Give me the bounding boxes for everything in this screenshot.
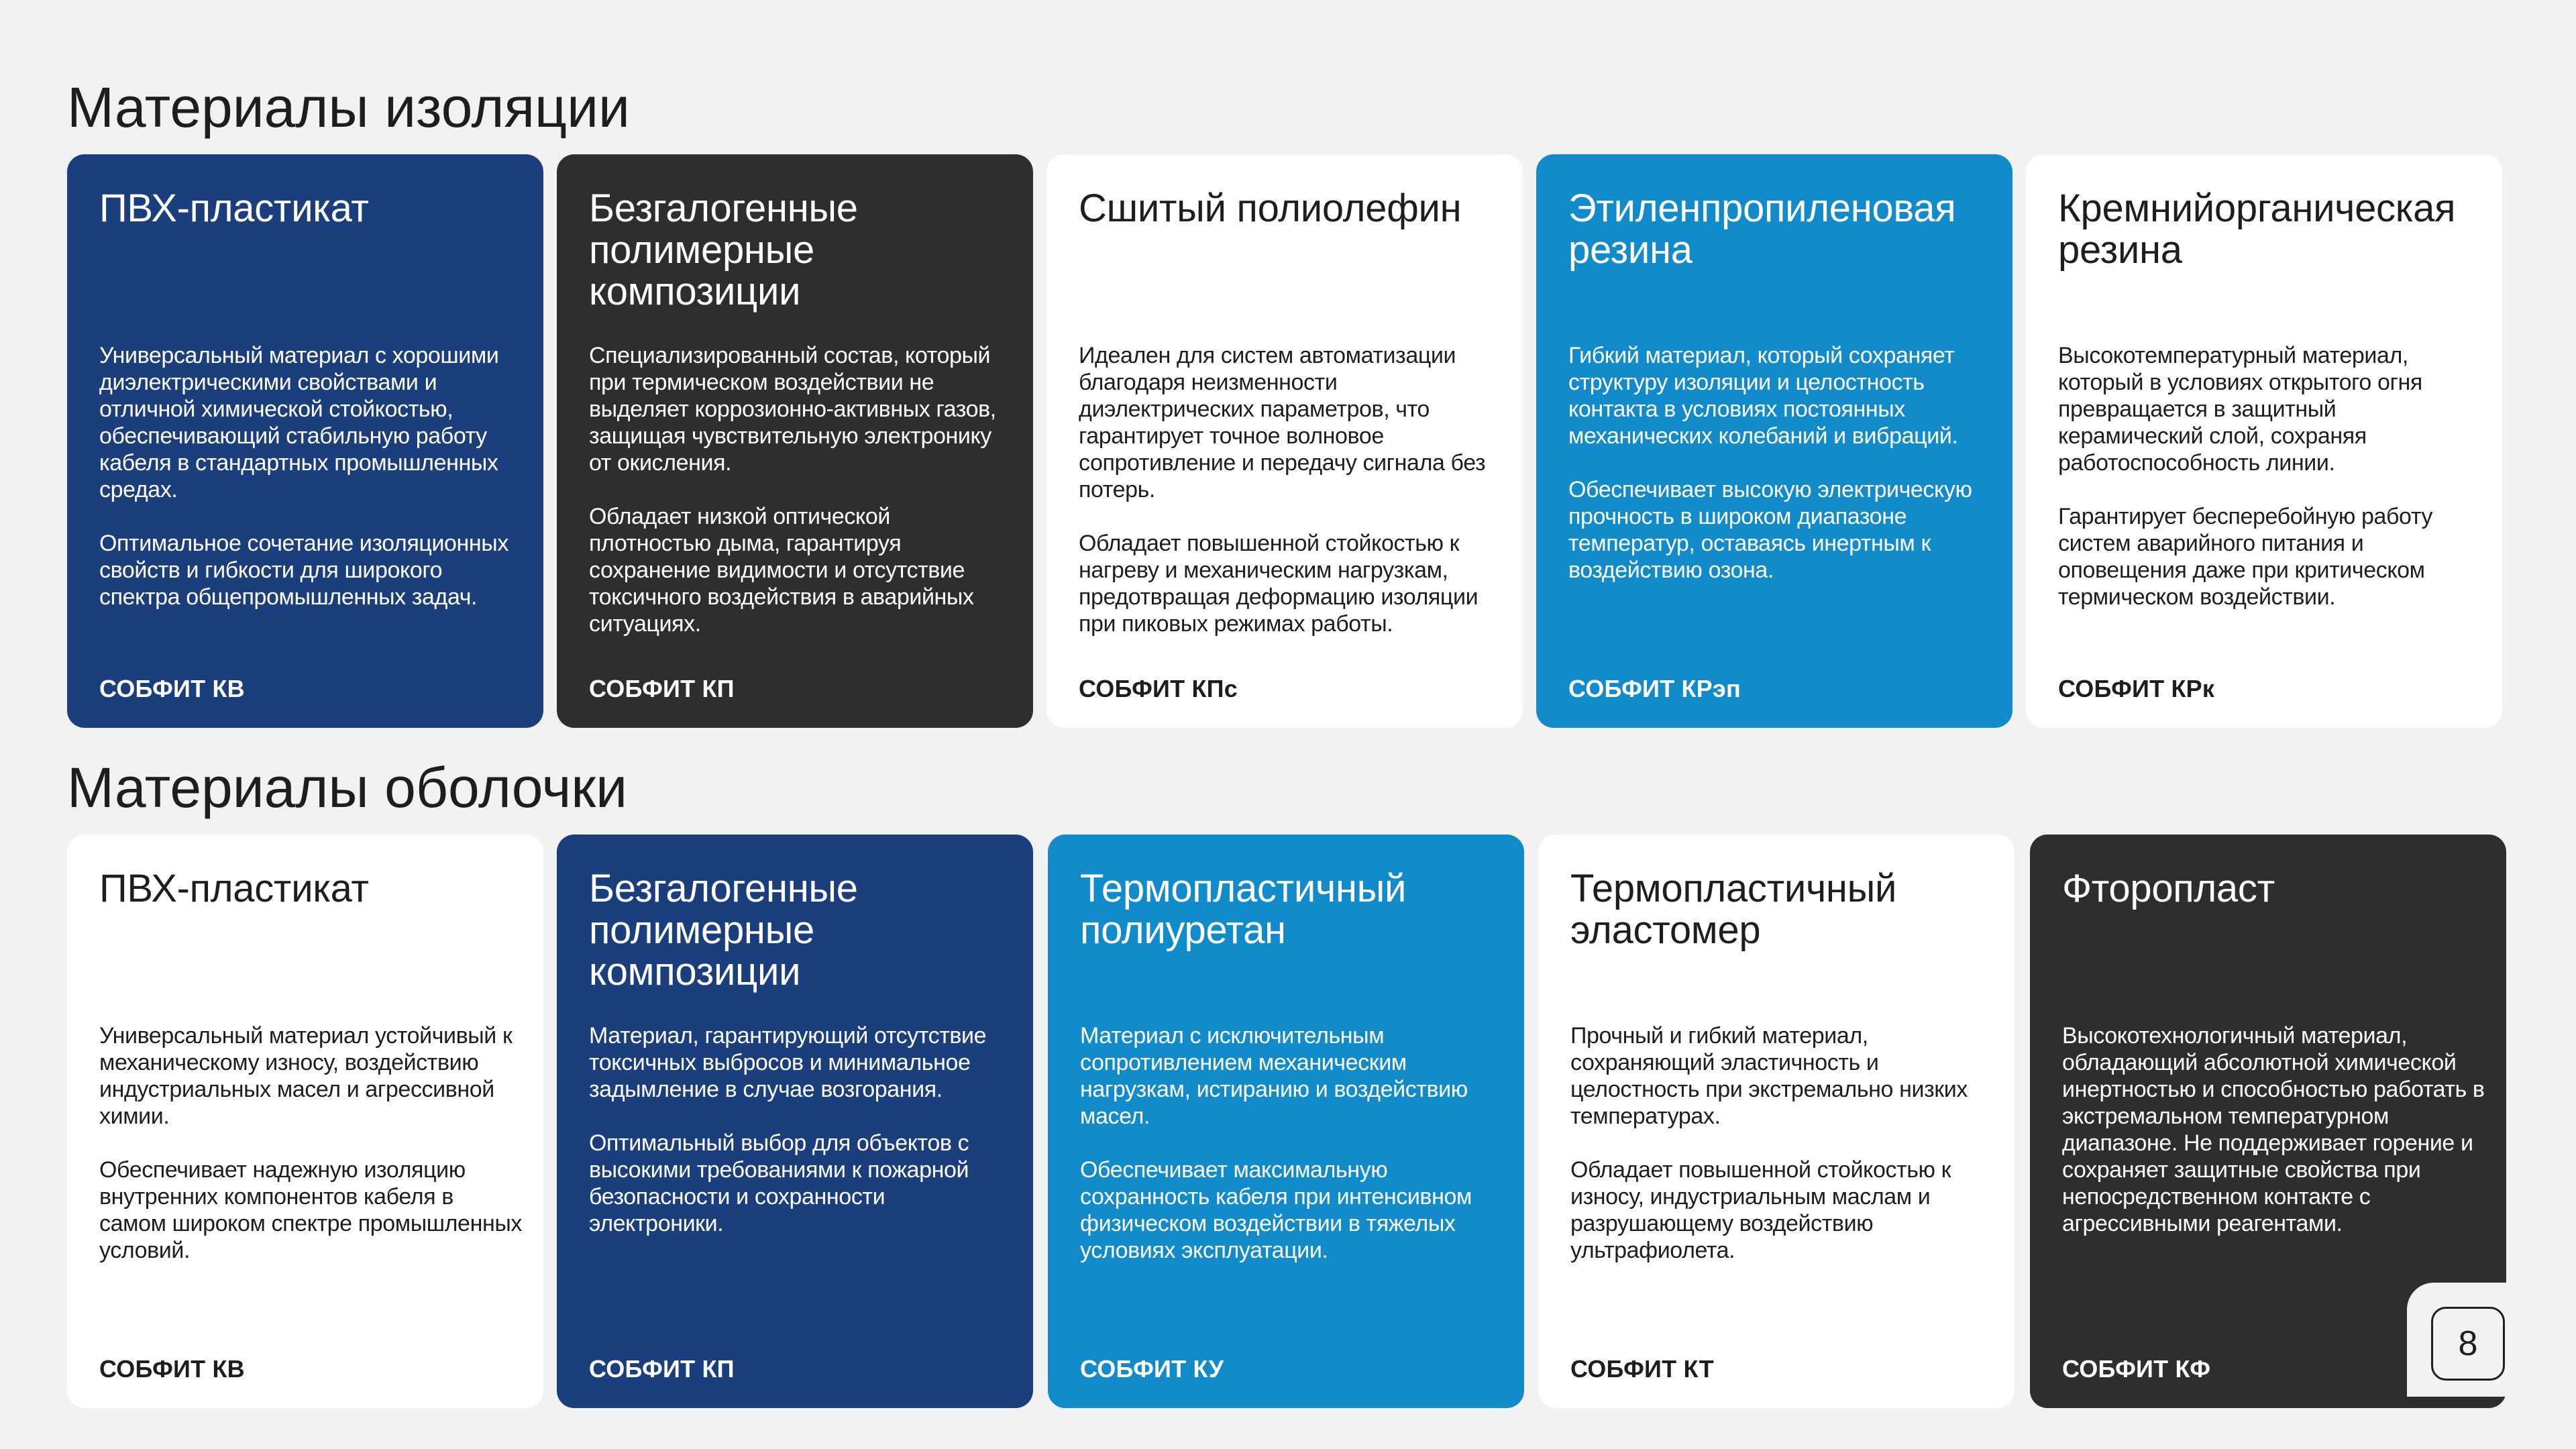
sheath-card-halogen-free	[557, 835, 1033, 1408]
card-title: ПВХ-пластикат	[99, 186, 369, 230]
card-description	[2062, 1022, 2486, 1264]
card-title: ПВХ-пластикат	[99, 867, 369, 910]
card-paragraph: Оптимальный выбор для объектов с высокими требованиями к пожарной безопасности и сохранности электроники.	[589, 1130, 969, 1236]
insulation-section-title: Материалы изоляции	[67, 76, 630, 139]
card-title: Фторопласт	[2062, 867, 2275, 910]
card-title: Безгалогенные полимерные композиции	[589, 186, 858, 313]
product-code: СОБФИТ КПс	[1079, 675, 1238, 702]
insulation-card-xlpo	[1046, 154, 1523, 728]
page-number: 8	[2431, 1307, 2505, 1381]
card-paragraph: Обеспечивает максимальную сохранность кабеля при интенсивном физическом воздействии в тяжелых условиях эксплуатации.	[1080, 1157, 1472, 1263]
card-paragraph: Обладает повышенной стойкостью к нагреву и механическим нагрузкам, предотвращая деформацию изоляции при пиковых режимах работы.	[1079, 531, 1479, 637]
card-title: Термопластичный эластомер	[1570, 867, 1897, 952]
card-paragraph: Универсальный материал устойчивый к механическому износу, воздействию индустриальных масел и агрессивной химии.	[99, 1023, 513, 1129]
card-paragraph: Обладает низкой оптической плотностью дыма, гарантируя сохранение видимости и отсутствие токсичного воздействия в аварийных ситуациях.	[589, 504, 974, 637]
card-description	[589, 342, 1013, 664]
insulation-card-silicone	[2026, 154, 2502, 728]
card-paragraph: Гибкий материал, который сохраняет структуру изоляции и целостность контакта в условиях постоянных механических колебаний и вибраций.	[1568, 343, 1958, 449]
card-paragraph: Высокотехнологичный материал, обладающий абсолютной химической инертностью и способностью работать в экстремальном температурном диапазоне. Не поддерживает горение и сохраняет защитные свойства при непосредственном контакте с агрессивными реагентами.	[2062, 1023, 2485, 1236]
product-code: СОБФИТ КРк	[2058, 675, 2215, 702]
card-title: Этиленпропиленовая резина	[1568, 186, 1956, 272]
product-code: СОБФИТ КВ	[99, 675, 245, 702]
card-paragraph: Гарантирует бесперебойную работу систем аварийного питания и оповещения даже при критическом термическом воздействии.	[2058, 504, 2432, 610]
insulation-card-epr	[1536, 154, 2012, 728]
card-paragraph: Универсальный материал с хорошими диэлектрическими свойствами и отличной химической стойкостью, обеспечивающий стабильную работу кабеля в стандартных промышленных средах.	[99, 343, 499, 502]
card-paragraph: Прочный и гибкий материал, сохраняющий эластичность и целостность при экстремально низких температурах.	[1570, 1023, 1968, 1129]
card-description	[99, 342, 523, 637]
card-paragraph: Обеспечивает надежную изоляцию внутренних компонентов кабеля в самом широком спектре промышленных условий.	[99, 1157, 522, 1263]
card-paragraph: Оптимальное сочетание изоляционных свойств и гибкости для широкого спектра общепромышленных задач.	[99, 531, 508, 610]
card-paragraph: Специализированный состав, который при термическом воздействии не выделяет коррозионно-активных газов, защищая чувствительную электронику от окисления.	[589, 343, 996, 476]
product-code: СОБФИТ КВ	[99, 1355, 245, 1383]
product-code: СОБФИТ КРэп	[1568, 675, 1741, 702]
card-paragraph: Материал, гарантирующий отсутствие токсичных выбросов и минимальное задымление в случае возгорания.	[589, 1023, 987, 1102]
product-code: СОБФИТ КП	[589, 1355, 735, 1383]
sheath-card-tpu	[1048, 835, 1524, 1408]
insulation-cards-row	[67, 154, 2502, 728]
card-title: Кремнийорганическая резина	[2058, 186, 2456, 272]
card-paragraph: Идеален для систем автоматизации благодаря неизменности диэлектрических параметров, что гарантирует точное волновое сопротивление и передачу сигнала без потерь.	[1079, 343, 1486, 502]
card-description	[1079, 342, 1503, 664]
insulation-card-halogen-free	[557, 154, 1033, 728]
sheath-section-title: Материалы оболочки	[67, 756, 628, 819]
card-description	[589, 1022, 1013, 1264]
card-description	[2058, 342, 2482, 637]
product-code: СОБФИТ КП	[589, 675, 735, 702]
insulation-card-pvc	[67, 154, 543, 728]
card-description	[1080, 1022, 1504, 1291]
sheath-card-tpe	[1538, 835, 2015, 1408]
sheath-cards-row	[67, 835, 2502, 1408]
card-title: Термопластичный полиуретан	[1080, 867, 1407, 952]
sheath-card-pvc	[67, 835, 543, 1408]
product-code: СОБФИТ КТ	[1570, 1355, 1714, 1383]
product-code: СОБФИТ КФ	[2062, 1355, 2211, 1383]
card-title: Сшитый полиолефин	[1079, 186, 1462, 230]
card-paragraph: Материал с исключительным сопротивлением механическим нагрузкам, истиранию и воздействию масел.	[1080, 1023, 1468, 1129]
card-paragraph: Высокотемпературный материал, который в условиях открытого огня превращается в защитный керамический слой, сохраняя работоспособность линии.	[2058, 343, 2422, 476]
page-number-notch	[2407, 1283, 2521, 1397]
card-paragraph: Обеспечивает высокую электрическую прочность в широком диапазоне температур, оставаясь инертным к воздействию озона.	[1568, 477, 1972, 583]
card-title: Безгалогенные полимерные композиции	[589, 867, 858, 994]
card-description	[99, 1022, 523, 1291]
card-description	[1568, 342, 1992, 610]
card-paragraph: Обладает повышенной стойкостью к износу, индустриальным маслам и разрушающему воздействию ультрафиолета.	[1570, 1157, 1951, 1263]
product-code: СОБФИТ КУ	[1080, 1355, 1224, 1383]
card-description	[1570, 1022, 1994, 1291]
